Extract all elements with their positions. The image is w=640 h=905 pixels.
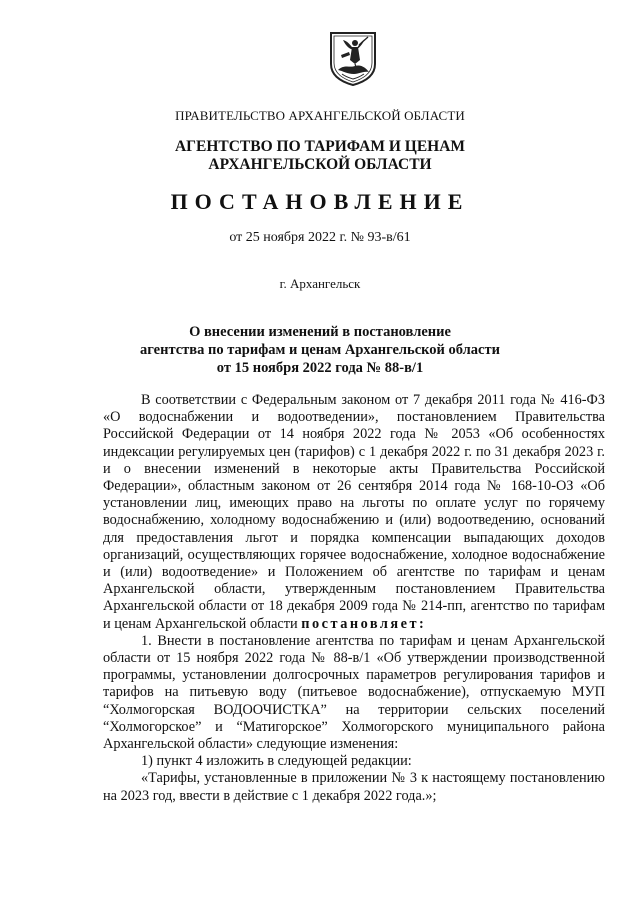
document-city: г. Архангельск bbox=[279, 276, 361, 291]
agency-title-line: АРХАНГЕЛЬСКОЙ ОБЛАСТИ bbox=[208, 156, 432, 173]
subject-line: агентства по тарифам и ценам Архангельской области bbox=[140, 342, 500, 358]
government-title: ПРАВИТЕЛЬСТВО АРХАНГЕЛЬСКОЙ ОБЛАСТИ bbox=[175, 108, 465, 123]
agency-title-line: АГЕНТСТВО ПО ТАРИФАМ И ЦЕНАМ bbox=[174, 138, 466, 155]
subject-line: О внесении изменений в постановление bbox=[189, 324, 451, 340]
document-body bbox=[103, 392, 605, 805]
agency-title bbox=[0, 138, 640, 174]
document-subject bbox=[0, 323, 640, 377]
document-date-number: от 25 ноября 2022 г. № 93-в/61 bbox=[229, 230, 411, 245]
coat-of-arms-icon bbox=[328, 30, 378, 86]
subitem-1-paragraph: 1) пункт 4 изложить в следующей редакции: bbox=[141, 753, 412, 770]
decree-word: постановляет: bbox=[301, 615, 427, 632]
quote-paragraph: «Тарифы, установленные в приложении № 3 к настоящему постановлению на 2023 год, ввести в действие с 1 декабря 2022 года.»; bbox=[103, 770, 605, 804]
subject-line: от 15 ноября 2022 года № 88-в/1 bbox=[216, 360, 424, 376]
preamble-text: В соответствии с Федеральным законом от 7 декабря 2011 года № 416-ФЗ «О водоснабжении и водоотведении», постановлением Правительства Российской Федерации от 14 ноября 2022 года № 2053 «Об особенностях индексации регулируемых цен (тарифов) с 1 декабря 2022 г. по 31 декабря 2023 г. и о внесении изменений в некоторые акты Правительства Российской Федерации», областным законом от 26 сентября 2014 года № 168-10-ОЗ «Об установлении лиц, имеющих право на льготы по оплате услуг по горячему водоснабжению, холодному водоснабжению и (или) водоотведению, оснований для предоставления льгот и порядка компенсации выпадающих доходов организаций, осуществляющих горячее водоснабжение, холодное водоснабжение и (или) водоотведение» и Положением об агентстве по тарифам и ценам Архангельской области, утвержденным постановлением Правительства Архангельской области от 18 декабря 2009 года № 214-пп, агентство по тарифам и ценам Архангельской области bbox=[103, 392, 605, 632]
item-1-paragraph: 1. Внести в постановление агентства по тарифам и ценам Архангельской области от 15 ноября 2022 года № 88-в/1 «Об утверждении производственной программы, установлении долгосрочных параметров регулирования тарифов и тарифов на питьевую воду (питьевое водоснабжение), отпускаемую МУП “Холмогорская ВОДООЧИСТКА” на территории сельских поселений “Холмогорское” и “Матигорское” Холмогорского муниципального района Архангельской области» следующие изменения: bbox=[103, 632, 605, 753]
preamble-paragraph bbox=[103, 392, 605, 633]
document-type: ПОСТАНОВЛЕНИЕ bbox=[170, 189, 470, 214]
